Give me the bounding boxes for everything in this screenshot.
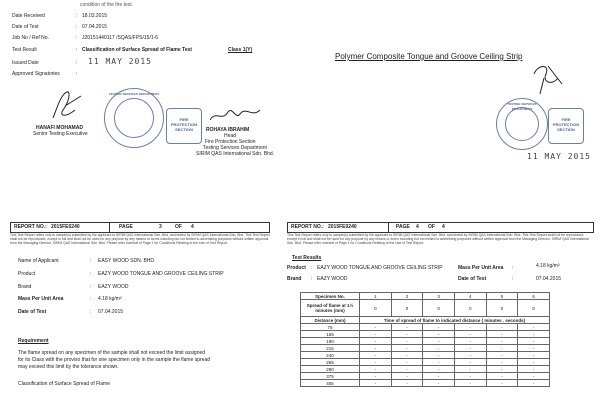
table-cell: - xyxy=(360,366,392,373)
field-value: J20151440117 /SQAS/FPS/15/1-6 xyxy=(82,35,159,41)
table-cell: - xyxy=(423,324,455,331)
classification-heading: Classification of Surface Spread of Flame xyxy=(18,381,110,387)
field-value: 18.03.2015 xyxy=(82,13,108,19)
department-seal: TESTING SERVICES DEPARTMENT xyxy=(104,88,164,148)
report-no: 2015FE0240 xyxy=(328,224,357,230)
table-row xyxy=(301,293,550,300)
table-cell: - xyxy=(486,352,518,359)
table-cell: - xyxy=(454,366,486,373)
table-cell: - xyxy=(486,359,518,366)
table-cell: - xyxy=(391,373,423,380)
signatory2-line2: Fire Protection Section xyxy=(205,139,256,145)
table-cell: - xyxy=(423,359,455,366)
table-cell: - xyxy=(360,373,392,380)
fire-protection-stamp: FIRE PROTECTION SECTION xyxy=(548,108,584,144)
of-label: OF xyxy=(175,224,182,230)
field-colon: : xyxy=(76,60,78,66)
signatory1-title: Senior Testing Executive xyxy=(33,131,88,137)
page-label: PAGE xyxy=(119,224,133,230)
table-cell: 3 xyxy=(423,293,455,300)
table-cell: - xyxy=(518,338,550,345)
table-cell: 5 xyxy=(486,293,518,300)
table-cell: - xyxy=(486,324,518,331)
of-label: OF xyxy=(428,224,435,230)
report-header xyxy=(10,222,270,233)
table-cell: - xyxy=(486,345,518,352)
field-colon: : xyxy=(90,271,92,277)
class-result: Class 1(Y) xyxy=(228,47,253,53)
table-cell: - xyxy=(391,324,423,331)
signatory2-title: Head xyxy=(224,133,236,139)
field-value: 07.04.2015 xyxy=(98,309,124,315)
table-cell: - xyxy=(518,331,550,338)
field-colon: : xyxy=(76,35,78,41)
field-label: Mass Per Unit Area xyxy=(18,296,64,302)
table-row xyxy=(301,380,550,387)
date-label: Date of Test xyxy=(458,276,487,282)
field-value: EAZY WOOD xyxy=(98,284,129,290)
table-cell: - xyxy=(454,380,486,387)
table-cell: - xyxy=(454,373,486,380)
table-cell: - xyxy=(423,331,455,338)
table-row xyxy=(301,338,550,345)
table-cell: - xyxy=(391,345,423,352)
table-cell: - xyxy=(454,338,486,345)
table-row xyxy=(301,317,550,324)
table-cell: 0 xyxy=(486,300,518,317)
table-cell: 2 xyxy=(391,293,423,300)
table-cell: - xyxy=(360,352,392,359)
table-cell: - xyxy=(423,380,455,387)
page-label: PAGE xyxy=(396,224,410,230)
table-cell: 4 xyxy=(454,293,486,300)
field-colon: : xyxy=(311,276,313,282)
date-value: 07.04.2015 xyxy=(536,276,562,282)
signature-hanafi xyxy=(45,88,85,122)
table-cell: 0 xyxy=(423,300,455,317)
table-cell: 0 xyxy=(391,300,423,317)
field-label: Test Result xyxy=(12,47,37,53)
table-cell: 0 xyxy=(360,300,392,317)
field-colon: : xyxy=(76,71,78,77)
table-cell: - xyxy=(486,331,518,338)
page-number: 3 xyxy=(159,224,162,230)
requirement-line: for its Class with the proviso that for one specimen only in the sample the flame spread xyxy=(18,357,211,363)
field-label: Date Received xyxy=(12,13,45,19)
field-colon: : xyxy=(90,296,92,302)
table-cell: - xyxy=(454,352,486,359)
report-no-label: REPORT NO.: xyxy=(14,224,47,230)
table-cell: - xyxy=(423,373,455,380)
results-table xyxy=(300,292,550,387)
field-colon: : xyxy=(512,276,514,282)
table-cell: - xyxy=(518,352,550,359)
table-cell: - xyxy=(486,338,518,345)
field-colon: : xyxy=(76,13,78,19)
distance-cell: 455 xyxy=(301,380,360,387)
signatory2-line4: SIRIM QAS International Sdn. Bhd. xyxy=(196,151,275,157)
table-cell: - xyxy=(423,345,455,352)
table-cell: - xyxy=(391,366,423,373)
table-row xyxy=(301,366,550,373)
mass-value: 4.18 kg/m² xyxy=(536,263,560,269)
signatory2-name: ROHAYA IBRAHIM xyxy=(206,127,250,133)
field-value: 4.18 kg/m² xyxy=(98,296,122,302)
brand-value: EAZY WOOD xyxy=(317,276,348,282)
field-label: Product xyxy=(18,271,36,277)
time-label: Time of spread of flame to indicated distance ( minutes . seconds) xyxy=(360,317,550,324)
report-no: 2015FE0240 xyxy=(51,224,80,230)
table-row xyxy=(301,331,550,338)
distance-cell: 75 xyxy=(301,324,360,331)
distance-cell: 190 xyxy=(301,338,360,345)
table-row xyxy=(301,352,550,359)
spread-label: Spread of flame at 1½ minutes (mm) xyxy=(301,300,360,317)
disclaimer: This Test Report refers only to sample(s) submitted by the applicant to SIRIM QAS International Sdn. Bhd. and tested by SIRIM QAS International Sdn. Bhd. This Test Report shall not be reproduced, except in full and shall not be used for any purpose by any means or forms including but not limited to advertising purposes without written approval from the Managing Director, SIRIM QAS International Sdn. Bhd. Please refer overleaf of Page 1 for Conditions Relating to the Use of Test Report. xyxy=(10,233,270,245)
field-colon: : xyxy=(311,265,313,271)
table-cell: - xyxy=(454,331,486,338)
table-cell: 1 xyxy=(360,293,392,300)
field-colon: : xyxy=(512,265,514,271)
distance-cell: 240 xyxy=(301,352,360,359)
table-cell: - xyxy=(391,359,423,366)
page-total: 4 xyxy=(442,224,445,230)
table-cell: - xyxy=(518,380,550,387)
field-colon: : xyxy=(90,309,92,315)
fire-protection-stamp: FIRE PROTECTION SECTION xyxy=(166,108,202,144)
test-results-heading: Test Results xyxy=(292,255,322,261)
field-label: Brand xyxy=(18,284,32,290)
field-value: EAZY WOOD TONGUE AND GROOVE CEILING STRIP xyxy=(98,271,224,277)
table-cell: - xyxy=(486,380,518,387)
table-cell: - xyxy=(454,359,486,366)
table-cell: - xyxy=(360,345,392,352)
table-row xyxy=(301,345,550,352)
table-row xyxy=(301,373,550,380)
department-seal: TESTING SERVICES DEPARTMENT xyxy=(496,98,548,150)
product-value: EAZY WOOD TONGUE AND GROOVE CEILING STRIP xyxy=(317,265,443,271)
report-no-label: REPORT NO.: xyxy=(291,224,324,230)
distance-cell: 375 xyxy=(301,373,360,380)
field-label: Name of Applicant xyxy=(18,258,59,264)
field-value: EASY WOOD SDN. BHD. xyxy=(98,258,156,264)
table-cell: - xyxy=(391,352,423,359)
field-label: Date of Test xyxy=(12,24,39,30)
page-total: 4 xyxy=(191,224,194,230)
table-row xyxy=(301,359,550,366)
page-number: 4 xyxy=(416,224,419,230)
table-cell: - xyxy=(518,324,550,331)
table-cell: 6 xyxy=(518,293,550,300)
field-label: Issued Date xyxy=(12,60,39,66)
table-cell: - xyxy=(391,331,423,338)
mass-label: Mass Per Unit Area xyxy=(458,265,504,271)
table-cell: - xyxy=(360,359,392,366)
table-cell: 0 xyxy=(454,300,486,317)
field-value: 07.04.2015 xyxy=(82,24,108,30)
table-cell: - xyxy=(391,380,423,387)
distance-cell: 165 xyxy=(301,331,360,338)
field-value: Classification of Surface Spread of Flame Test xyxy=(82,47,192,53)
issued-date-stamp: 11 MAY 2015 xyxy=(88,57,152,66)
date-stamp: 11 MAY 2015 xyxy=(527,152,591,161)
table-cell: - xyxy=(486,373,518,380)
field-label: Job No / Ref No. xyxy=(12,35,49,41)
product-label: Product xyxy=(287,265,306,271)
distance-label: Distance (mm) xyxy=(301,317,360,324)
signature-top-right xyxy=(528,60,568,96)
requirement-line: may exceed this limit by the tolerance shown. xyxy=(18,364,119,370)
field-label: Date of Test xyxy=(18,309,47,315)
table-cell: - xyxy=(423,366,455,373)
specimen-label: Specimen No. xyxy=(301,293,360,300)
table-cell: - xyxy=(486,366,518,373)
disclaimer: This Test Report refers only to sample(s) submitted by the applicant to SIRIM QAS International Sdn. Bhd. and tested by SIRIM QAS International Sdn. Bhd. This Test Report shall not be reproduced, except in full and shall not be used for any purpose by any means or forms including but not limited to advertising purposes without written approval from the Managing Director, SIRIM QAS International Sdn. Bhd. Please refer overleaf of Page 1 for Conditions Relating to the Use of Test Report. xyxy=(287,233,589,245)
table-cell: 0 xyxy=(518,300,550,317)
requirement-heading: Requirement xyxy=(18,338,49,344)
distance-cell: 290 xyxy=(301,366,360,373)
table-cell: - xyxy=(360,380,392,387)
table-cell: - xyxy=(423,338,455,345)
distance-cell: 215 xyxy=(301,345,360,352)
field-colon: : xyxy=(90,284,92,290)
requirement-line: The flame spread on any specimen of the sample shall not exceed the limit assigned xyxy=(18,350,206,356)
table-cell: - xyxy=(518,373,550,380)
table-row xyxy=(301,324,550,331)
table-cell: - xyxy=(360,331,392,338)
signatory2-line3: Testing Services Department xyxy=(203,145,267,151)
table-cell: - xyxy=(360,324,392,331)
table-row xyxy=(301,300,550,317)
brand-label: Brand xyxy=(287,276,302,282)
table-cell: - xyxy=(454,345,486,352)
table-cell: - xyxy=(518,366,550,373)
field-colon: : xyxy=(90,258,92,264)
field-colon: : xyxy=(76,24,78,30)
distance-cell: 265 xyxy=(301,359,360,366)
table-cell: - xyxy=(518,345,550,352)
header-fragment: condition of the fire test. xyxy=(80,2,134,8)
product-title: Polymer Composite Tongue and Groove Ceiling Strip xyxy=(335,52,523,61)
table-cell: - xyxy=(423,352,455,359)
table-cell: - xyxy=(360,338,392,345)
table-cell: - xyxy=(454,324,486,331)
report-header xyxy=(287,222,594,233)
field-label: Approved Signatories xyxy=(12,71,60,77)
table-cell: - xyxy=(518,359,550,366)
signatory1-name: HANAFI MOHAMAD xyxy=(36,125,83,131)
field-colon: : xyxy=(76,47,78,53)
signature-rohaya xyxy=(206,100,264,128)
table-cell: - xyxy=(391,338,423,345)
